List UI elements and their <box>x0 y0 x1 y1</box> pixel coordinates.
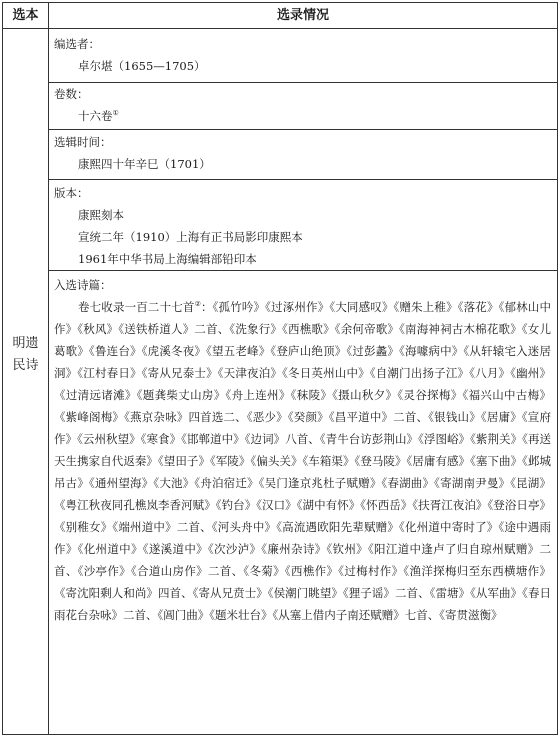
poems-section <box>54 274 551 626</box>
edition-item: 康熙刻本 <box>78 208 124 222</box>
compiler-value: 卓尔堪（1655—1705） <box>78 59 206 73</box>
date-section <box>54 131 551 175</box>
volumes-value-line <box>54 105 551 127</box>
header-divider <box>3 28 557 29</box>
edition-item: 1961年中华书局上海编辑部铅印本 <box>78 252 257 266</box>
compiler-section <box>54 33 551 77</box>
editions-label: 版本： <box>54 186 89 200</box>
footnote-marker: ① <box>112 109 119 118</box>
row-divider <box>48 129 557 130</box>
header-col2: 选录情况 <box>276 8 329 23</box>
volumes-section <box>54 83 551 127</box>
poems-list <box>54 296 551 626</box>
footnote-marker: ② <box>194 300 201 309</box>
date-value: 康熙四十年辛巳（1701） <box>78 157 211 171</box>
poems-intro: 卷七收录一百二十七首 <box>78 300 195 314</box>
volumes-value: 十六卷 <box>78 109 113 123</box>
selection-table <box>2 2 558 735</box>
row-divider <box>48 270 557 271</box>
date-label: 选辑时间： <box>54 135 112 149</box>
poems-text: ：《孤竹吟》《过涿州作》《大同感叹》《赠朱上稚》《落花》《郁林山中作》《秋风》《送铁桥道人》二首、《洗象行》《西樵歌》《余何帝歌》《南海神祠古木棉花歌》《女儿葛歌》《鲁连台》《虎溪冬夜》《望五老峰》《登庐山绝顶》《过彭蠡》《海噱病中》《从轩辕宅入迷居洞》《江村春日》《寄从兄泰士》《天津夜泊》《冬日英州山中》《自潮门出扬子江》《八月》《幽州》《过清远诸滩》《题龚柴丈山房》《舟上连州》《秣陵》《摄山秋夕》《灵谷探梅》《福兴山中古梅》《紫峰阁梅》《燕京杂咏》四首选二、《恶少》《癸颜》《昌平道中》二首、《银钱山》《居庸》《宣府作》《云州秋望》《寒食》《邯郸道中》《边词》八首、《青牛台访彭荆山》《浮图峪》《紫荆关》《再送天生携家自代返秦》《望田子》《军陵》《偏头关》《车箱渠》《登马陵》《居庸有感》《塞下曲》《邺城吊古》《通州望海》《大池》《舟泊宿迁》《吴门逢京兆杜子赋赠》《春湖曲》《寄湖南尹曼》《昆湖》《粤江秋夜同孔樵岚李香河赋》《钓台》《汉口》《湖中有怀》《怀西岳》《扶胥江夜泊》《登浴日亭》《别稚女》《端州道中》二首、《河头舟中》《高流遇欧阳先辈赋赠》《化州道中寄时了》《途中遇雨作》《化州道中》《遂溪道中》《次沙泸》《廉州杂诗》《钦州》《阳江道中逢卢了归自琼州赋赠》二首、《沙亭作》《合道山房作》二首、《冬菊》《西樵作》《过梅村作》《渔洋探梅归至东西横塘作》《寄沈阳剩人和尚》四首、《寄从兄贲士》《侯潮门眺望》《狸子谣》二首、《雷塘》《从军曲》《春日雨花台杂咏》二首、《阊门曲》《题米壮台》《从塞上借内子南还赋赠》七首、《寄贯滋衡》 <box>54 300 551 622</box>
poems-label: 入选诗篇： <box>54 278 112 292</box>
column-divider <box>48 3 49 734</box>
row-divider <box>48 179 557 180</box>
side-label-line1: 明遗 <box>12 336 39 351</box>
edition-item: 宣统二年（1910）上海有正书局影印康熙本 <box>78 230 303 244</box>
editions-section <box>54 182 551 270</box>
side-label <box>3 333 48 377</box>
volumes-label: 卷数： <box>54 87 89 101</box>
compiler-label: 编选者： <box>54 37 100 51</box>
side-label-line2: 民诗 <box>12 358 39 373</box>
header-col1: 选本 <box>12 8 39 23</box>
